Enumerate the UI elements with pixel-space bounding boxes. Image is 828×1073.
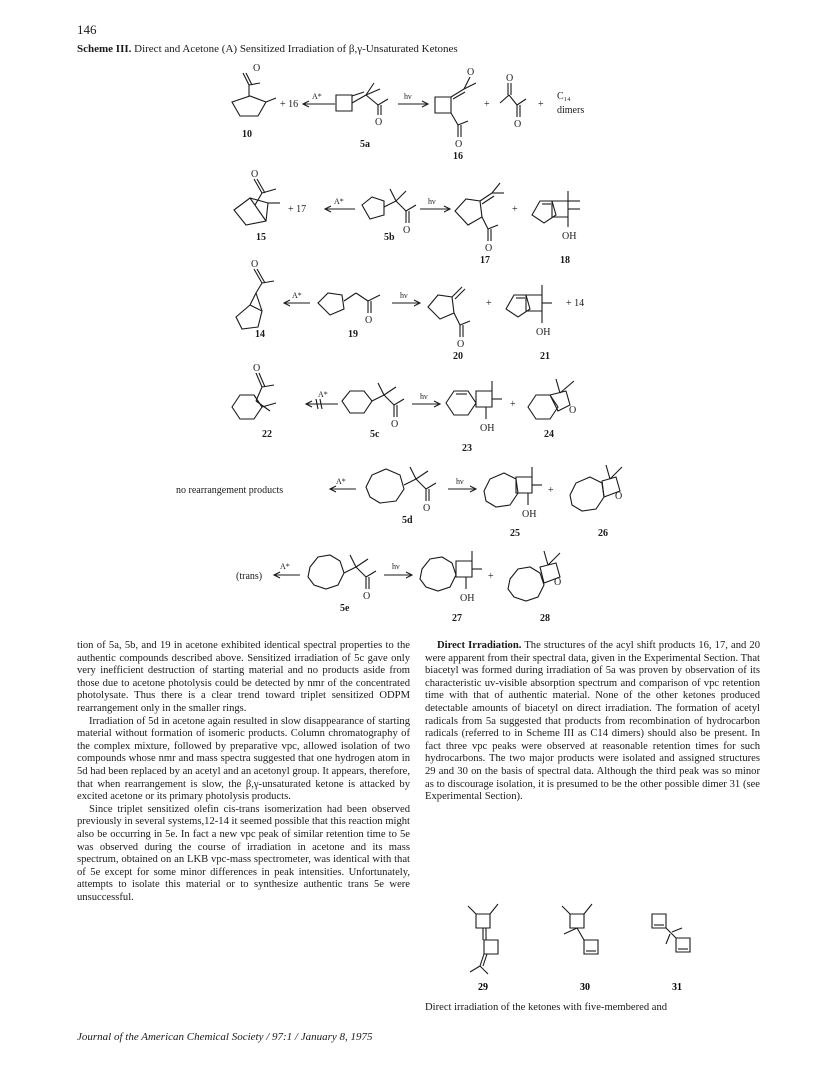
left-paragraph-3: Since triplet sensitized olefin cis-trans isomerization had been observed previously in several systems,12-14 it seemed possible that this reaction might also be occurring in 5e. In fact a new vpc peak of similar retention time to 5e was observed during the course of irradiation in acetone and its mass spectrum, obtained on an LKB vpc-mass spectrometer, was identical with that of 5e except for some minor differences in peak intensities. Unfortunately, attempts to isolate this material or to synthesize authentic trans 5e were unsuccessful. (77, 803, 410, 903)
scheme-title: Direct and Acetone (A) Sensitized Irradiation of β,γ-Unsaturated Ketones (134, 43, 458, 55)
hv-1: hν (404, 92, 412, 101)
o-5d: O (423, 503, 431, 514)
trans-text: (trans) (236, 571, 263, 582)
o-17: O (485, 243, 493, 254)
structure-5a (336, 83, 388, 115)
hv-6: hν (392, 562, 400, 571)
structure-27 (420, 551, 482, 591)
astar-6: A* (280, 562, 290, 571)
label-5e: 5e (340, 603, 350, 614)
astar-3: A* (292, 291, 302, 300)
arrow-5a (330, 486, 356, 492)
label-22: 22 (262, 429, 272, 440)
structure-5d (366, 467, 436, 503)
structure-5c (342, 383, 404, 417)
plus-1b: + (538, 99, 544, 110)
oh-25: OH (522, 509, 537, 520)
arrow-2b (420, 206, 450, 212)
label-23: 23 (462, 443, 472, 454)
plus-4: + (510, 399, 516, 410)
label-27: 27 (452, 613, 462, 624)
hv-3: hν (400, 291, 408, 300)
o-24: O (569, 405, 577, 416)
o-5c: O (391, 419, 399, 430)
o-26: O (615, 491, 623, 502)
page-number: 146 (77, 22, 97, 37)
label-15: 15 (256, 232, 266, 243)
structure-5e (308, 555, 376, 589)
arrow-3b (392, 300, 420, 306)
scheme-caption (77, 43, 458, 55)
o-biacetyl-top: O (506, 73, 514, 84)
label-18: 18 (560, 255, 570, 266)
plus-1a: + (484, 99, 490, 110)
no-rearrangement-text: no rearrangement products (176, 485, 284, 496)
hv-4: hν (420, 392, 428, 401)
oh-23: OH (480, 423, 495, 434)
arrow-1a (303, 101, 335, 107)
structure-23 (446, 381, 502, 419)
label-16: 16 (453, 151, 463, 162)
o-16: O (455, 139, 463, 150)
structure-29 (468, 904, 498, 974)
structure-5b (362, 189, 416, 223)
plus-6: + (488, 571, 494, 582)
scheme-label: Scheme III. (77, 43, 132, 55)
hv-2: hν (428, 197, 436, 206)
oh-18: OH (562, 231, 577, 242)
label-5d: 5d (402, 515, 413, 526)
label-20: 20 (453, 351, 463, 362)
structure-22 (232, 373, 276, 419)
label-5a: 5a (360, 139, 370, 150)
structure-19 (318, 293, 380, 315)
section-heading: Direct Irradiation. (437, 640, 522, 651)
arrow-6b (384, 572, 412, 578)
label-17: 17 (480, 255, 490, 266)
structure-25 (484, 467, 542, 507)
left-paragraph-1: tion of 5a, 5b, and 19 in acetone exhibited identical spectral properties to the authentic compounds described above. Sensitized irradiation of 5c gave only very inefficient destruction of starting material and no products aside from those due to acetone photolysis could be detected by nmr of the concentrated photolysate. Thus there is a clear trend toward triplet sensitized ODPM rearrangement only in the smaller rings. (77, 640, 410, 714)
structure-20 (428, 287, 470, 337)
astar-4: A* (318, 390, 328, 399)
journal-footer: Journal of the American Chemical Society / 97:1 / January 8, 1975 (77, 1031, 373, 1043)
structure-26 (570, 465, 622, 511)
arrow-5b (448, 486, 476, 492)
right-column (425, 640, 760, 804)
o-28: O (554, 577, 562, 588)
plus-3: + (486, 298, 492, 309)
label-25: 25 (510, 528, 520, 539)
structure-24 (528, 379, 577, 419)
o-14: O (251, 259, 259, 270)
label-28: 28 (540, 613, 550, 624)
o-19: O (365, 315, 373, 326)
arrow-6a (274, 572, 300, 578)
structure-21 (506, 285, 552, 323)
arrow-4b (412, 401, 440, 407)
dimer-structures (440, 900, 740, 995)
plus-17-a: + 17 (288, 204, 307, 215)
label-19: 19 (348, 329, 358, 340)
structure-15 (234, 179, 280, 225)
plus-2: + (512, 204, 518, 215)
structure-14 (236, 269, 274, 329)
label-14: 14 (255, 329, 265, 340)
plus-5: + (548, 485, 554, 496)
oh-27: OH (460, 593, 475, 604)
oh-21: OH (536, 327, 551, 338)
label-30: 30 (580, 982, 590, 993)
o-22: O (253, 363, 261, 374)
label-26: 26 (598, 528, 608, 539)
label-5b: 5b (384, 232, 395, 243)
o-5b: O (403, 225, 411, 236)
structure-18 (532, 191, 580, 227)
label-10: 10 (242, 129, 252, 140)
arrow-1b (398, 101, 428, 107)
c14: C₁₄ (557, 91, 571, 102)
left-paragraph-2: Irradiation of 5d in acetone again resulted in slow disappearance of starting material without formation of isomeric products. Column chromatography of the complex mixture, followed by preparative vpc, allowed isolation of two compounds whose nmr and mass spectra suggested that one hydrogen atom in 5d had been replaced by an acetyl and an acetonyl group. It appears, therefore, that when rearrangement is slow, the β,γ-unsaturated ketone is attacked by excited acetone or its primary photolysis products. (77, 715, 410, 803)
label-31: 31 (672, 982, 682, 993)
astar-2: A* (334, 197, 344, 206)
reaction-scheme (0, 55, 828, 640)
o-5a: O (375, 117, 383, 128)
right-column-final-line: Direct irradiation of the ketones with five-membered and (425, 1002, 668, 1013)
o-10: O (253, 63, 261, 74)
biacetyl (500, 83, 526, 117)
label-29: 29 (478, 982, 488, 993)
o-15: O (251, 169, 259, 180)
o-biacetyl: O (514, 119, 522, 130)
arrow-3a (284, 300, 310, 306)
label-21: 21 (540, 351, 550, 362)
astar-1: A* (312, 92, 322, 101)
right-paragraph-1 (425, 640, 760, 804)
label-24: 24 (544, 429, 554, 440)
structure-31 (652, 914, 690, 952)
structure-30 (562, 904, 598, 954)
structure-16 (435, 77, 476, 137)
left-column (77, 640, 410, 904)
dimers: dimers (557, 105, 585, 116)
arrow-2a (325, 206, 355, 212)
arrow-4a (306, 399, 338, 409)
structure-17 (455, 183, 504, 241)
astar-5: A* (336, 477, 346, 486)
plus-14-b: + 14 (566, 298, 585, 309)
hv-5: hν (456, 477, 464, 486)
o-20: O (457, 339, 465, 350)
o-16-top: O (467, 67, 475, 78)
label-5c: 5c (370, 429, 380, 440)
structure-10 (232, 73, 276, 116)
o-5e: O (363, 591, 371, 602)
right-paragraph-text: The structures of the acyl shift products 16, 17, and 20 were apparent from their spectral data, given in the Experimental Section. That biacetyl was formed during irradiation of 5a was proven by observation of its characteristic uv-visible absorption spectrum and comparison of vpc retention time with that of authentic material. None of the other ketones produced detectable amounts of biacetyl on direct irradiation. The formation of acetyl radicals from 5a suggested that products from recombination of hydrocarbon radicals (referred to in Scheme III as C14 dimers) should also be present. In fact three vpc peaks were observed at reasonable retention times for such hydrocarbons. The two major products were isolated and assigned structures 29 and 30 on the basis of spectral data. Although the third peak was so minor as to discourage isolation, it is presumed to be the other possible dimer 31 (see Experimental Section). (425, 640, 760, 803)
structure-28 (508, 551, 560, 601)
plus-16-a: + 16 (280, 99, 299, 110)
